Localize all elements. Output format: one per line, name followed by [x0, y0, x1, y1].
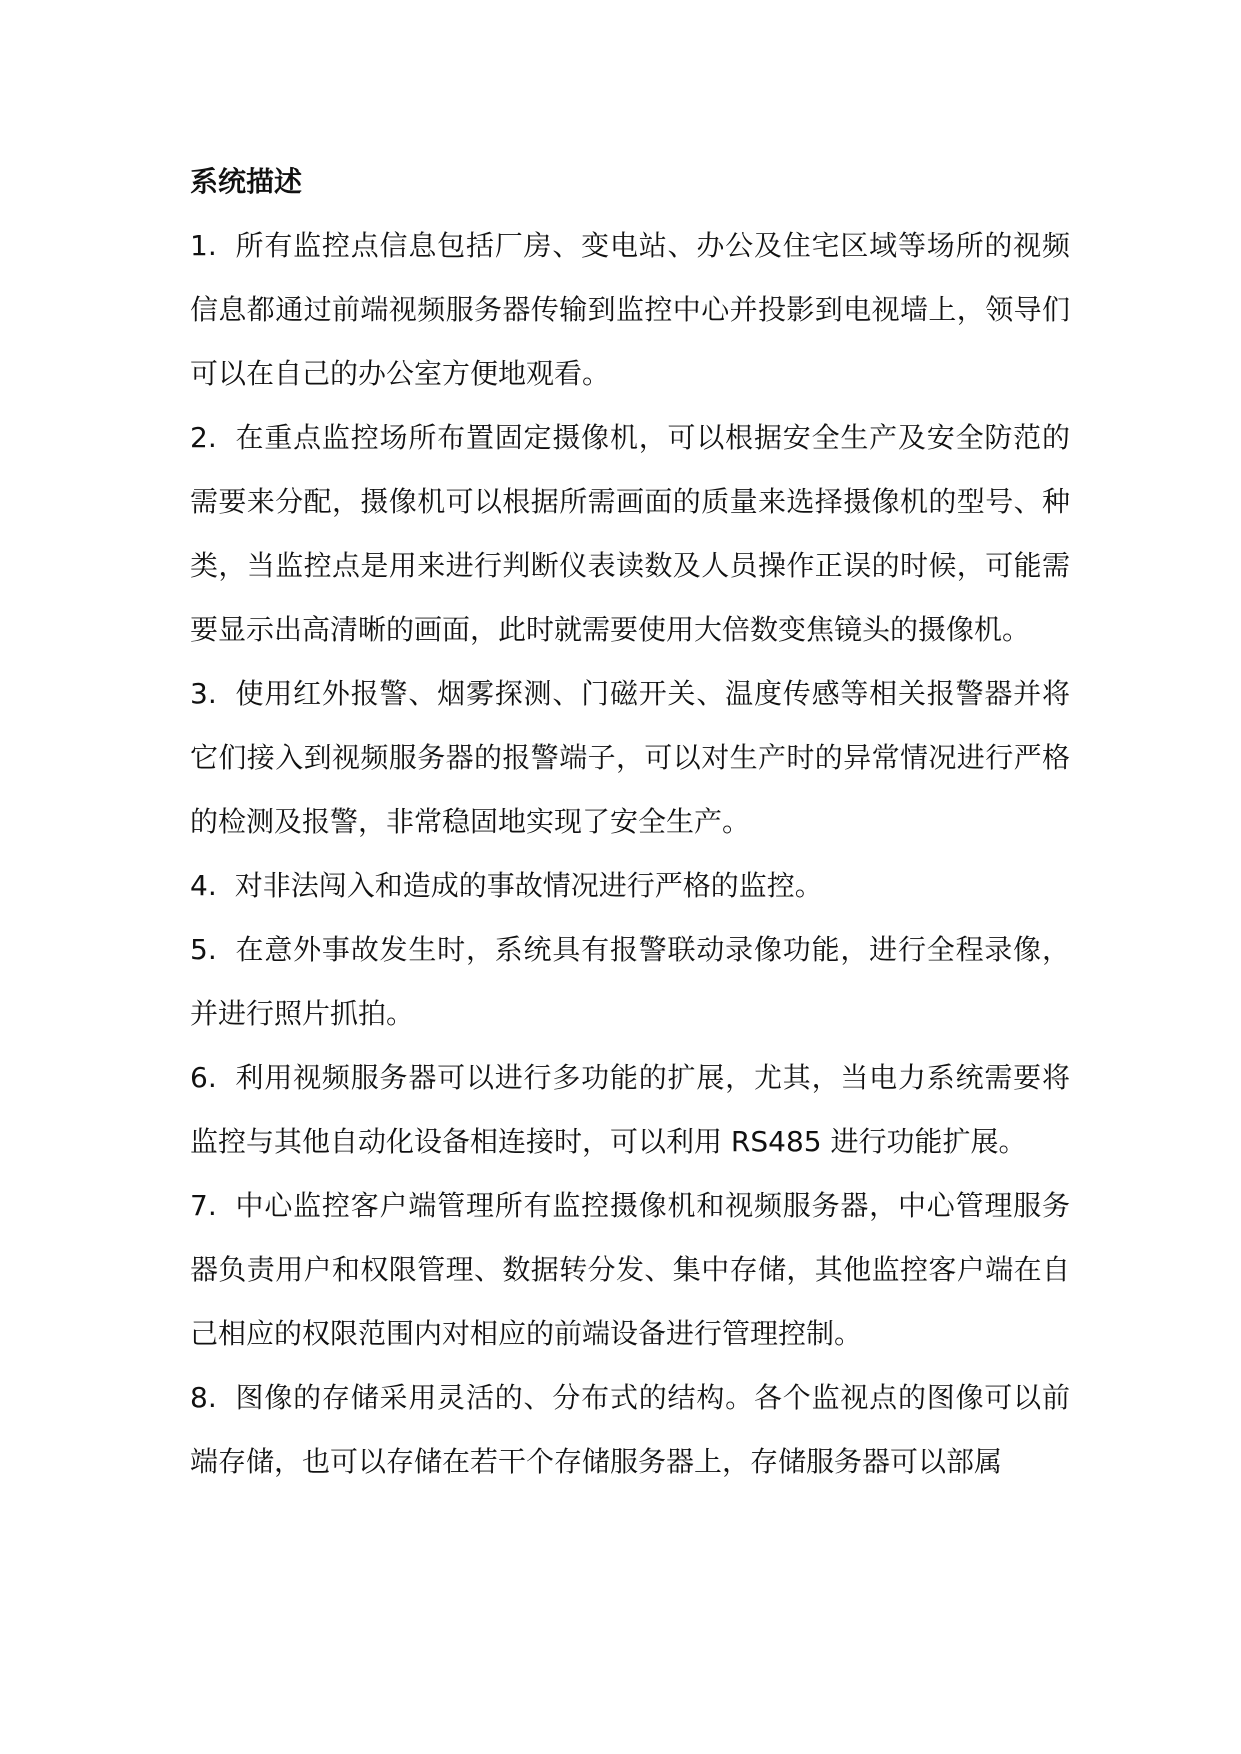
item-text: 在重点监控场所布置固定摄像机，可以根据安全生产及安全防范的需要来分配，摄像机可以根据所需画面的质量来选择摄像机的型号、种类，当监控点是用来进行判断仪表读数及人员操作正误的时候，可能需要显示出高清晰的画面，此时就需要使用大倍数变焦镜头的摄像机。	[190, 421, 1070, 646]
list-item	[190, 662, 1070, 854]
item-number: 3.	[190, 677, 217, 710]
list-item	[190, 214, 1070, 406]
item-number: 8.	[190, 1381, 217, 1414]
item-number: 7.	[190, 1189, 217, 1222]
item-text: 在意外事故发生时，系统具有报警联动录像功能，进行全程录像，并进行照片抓拍。	[190, 933, 1070, 1030]
list-item	[190, 918, 1070, 1046]
item-text: 中心监控客户端管理所有监控摄像机和视频服务器，中心管理服务器负责用户和权限管理、数据转分发、集中存储，其他监控客户端在自己相应的权限范围内对相应的前端设备进行管理控制。	[190, 1189, 1070, 1350]
document-page	[190, 150, 1070, 1494]
list-item	[190, 854, 1070, 918]
item-text: 利用视频服务器可以进行多功能的扩展，尤其，当电力系统需要将监控与其他自动化设备相连接时，可以利用 RS485 进行功能扩展。	[190, 1061, 1070, 1158]
list-item	[190, 406, 1070, 662]
item-list	[190, 214, 1070, 1494]
document-title: 系统描述	[190, 165, 303, 198]
list-item	[190, 1366, 1070, 1494]
list-item	[190, 1174, 1070, 1366]
item-number: 4.	[190, 869, 217, 902]
item-text: 所有监控点信息包括厂房、变电站、办公及住宅区域等场所的视频信息都通过前端视频服务器传输到监控中心并投影到电视墙上，领导们可以在自己的办公室方便地观看。	[190, 229, 1070, 390]
item-text: 图像的存储采用灵活的、分布式的结构。各个监视点的图像可以前端存储，也可以存储在若干个存储服务器上，存储服务器可以部属	[190, 1381, 1070, 1478]
item-number: 6.	[190, 1061, 217, 1094]
item-number: 2.	[190, 421, 217, 454]
item-number: 1.	[190, 229, 217, 262]
item-text: 对非法闯入和造成的事故情况进行严格的监控。	[234, 869, 823, 902]
item-number: 5.	[190, 933, 217, 966]
list-item	[190, 1046, 1070, 1174]
item-text: 使用红外报警、烟雾探测、门磁开关、温度传感等相关报警器并将它们接入到视频服务器的报警端子，可以对生产时的异常情况进行严格的检测及报警，非常稳固地实现了安全生产。	[190, 677, 1070, 838]
